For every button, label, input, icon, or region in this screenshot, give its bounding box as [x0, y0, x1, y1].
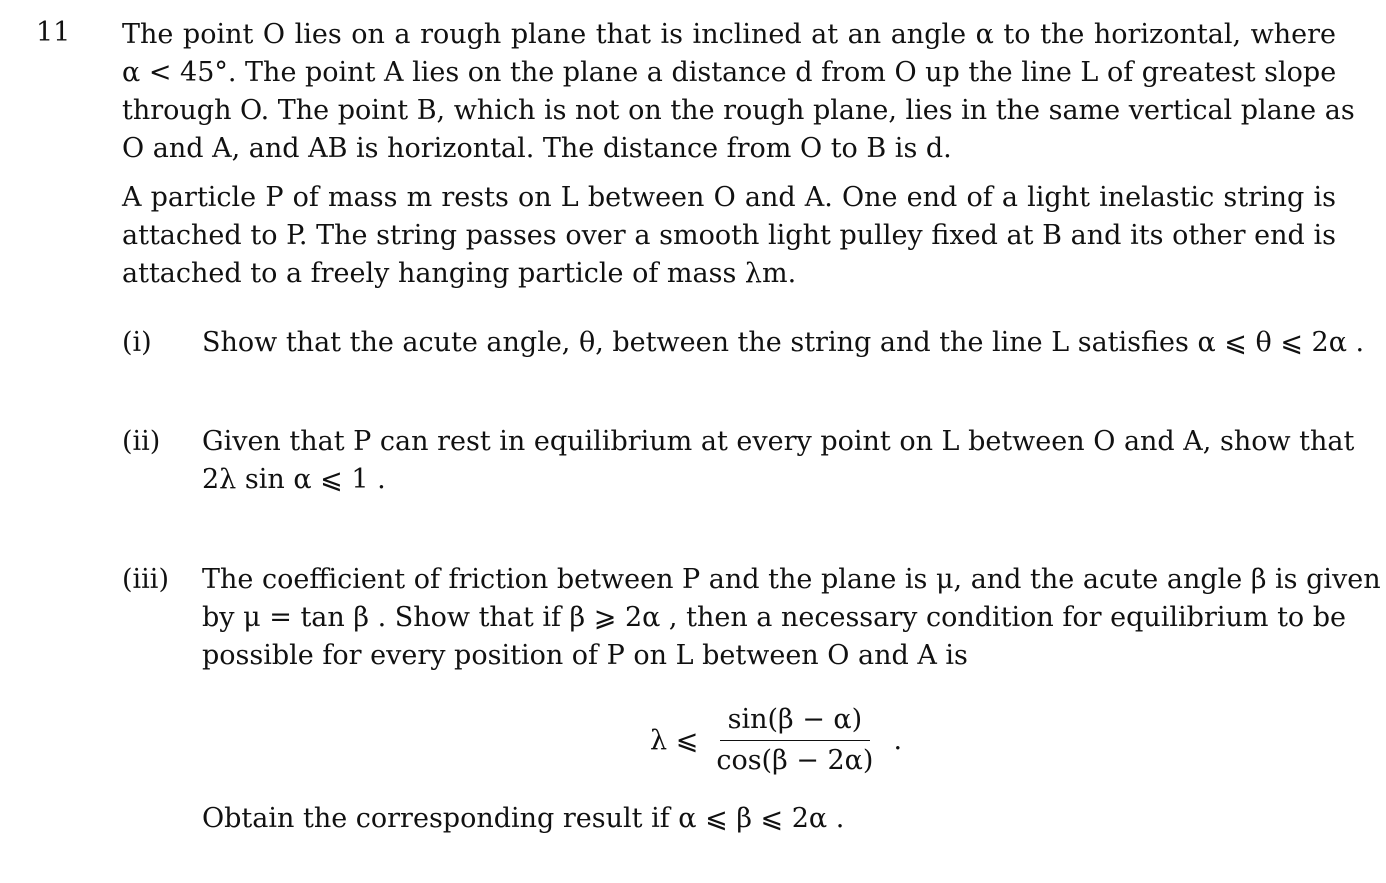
intro-line: The point O lies on a rough plane that is inclined at an angle α to the horizontal, where [122, 19, 1336, 50]
setup-line: attached to a freely hanging particle of mass λm. [122, 258, 797, 289]
intro-line: through O. The point B, which is not on the rough plane, lies in the same vertical plane as [122, 95, 1355, 126]
part-line: Given that P can rest in equilibrium at every point on L between O and A, show that [202, 426, 1355, 457]
closing-sentence: Obtain the corresponding result if α ⩽ β ⩽ 2α . [202, 803, 845, 834]
setup-paragraph [122, 179, 1336, 293]
part-line: The coefficient of friction between P and the plane is μ, and the acute angle β is given [202, 564, 1381, 595]
intro-line: O and A, and AB is horizontal. The distance from O to B is d. [122, 133, 952, 164]
setup-line: A particle P of mass m rests on L between O and A. One end of a light inelastic string is [122, 182, 1336, 213]
formula-numerator: sin(β − α) [720, 704, 871, 741]
part-ii-label: (ii) [122, 426, 161, 457]
part-ii-text [202, 423, 1355, 499]
part-i-text [202, 324, 1365, 362]
formula-trailing-period: . [893, 724, 903, 756]
setup-line: attached to P. The string passes over a smooth light pulley fixed at B and its other end is [122, 220, 1336, 251]
intro-paragraph [122, 16, 1355, 168]
part-line: possible for every position of P on L between O and A is [202, 640, 968, 671]
part-line: Show that the acute angle, θ, between the string and the line L satisfies α ⩽ θ ⩽ 2α . [202, 327, 1365, 358]
inequality-formula [650, 700, 902, 780]
part-line: 2λ sin α ⩽ 1 . [202, 464, 386, 495]
part-i-label: (i) [122, 327, 152, 358]
part-iii-label: (iii) [122, 564, 169, 595]
question-number: 11 [36, 17, 71, 48]
intro-line: α < 45°. The point A lies on the plane a distance d from O up the line L of greatest slope [122, 57, 1337, 88]
part-iii-text [202, 561, 1381, 675]
part-line: by μ = tan β . Show that if β ⩾ 2α , then a necessary condition for equilibrium to be [202, 602, 1347, 633]
formula-denominator: cos(β − 2α) [716, 744, 874, 776]
formula-fraction [708, 704, 881, 777]
formula-lhs: λ ⩽ [650, 724, 699, 756]
